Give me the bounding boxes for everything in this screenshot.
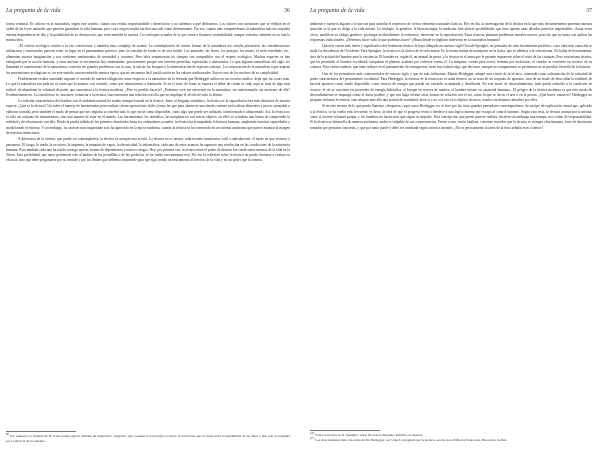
left-running-title: La pregunta de la vida [6, 8, 61, 14]
right-paragraph: Quizá la visión más fuerte y significativa del fenómeno técnico la haya dibujado en nuestro siglo Oswald Spengler, un pensador de tono fuertemente profético, cuya obra más conocida se titula La decadencia de Occidente. Para Spengler, la técnica es la táctica de la vida entera. Es la forma íntima de manejarse en la lucha, que es idéntica a la vida misma. No habla de herramientas, sino de la actitud del hombre ante la existencia. El hombre es, según él, un animal de presa, y la técnica es el arma que le permite imponerse sobre el resto de las criaturas. Pero esta misma técnica, que ha permitido al hombre occidental conquistar el planeta, acabará por volverse contra él. La máquina, creada para servir, termina por esclavizar; el creador se convierte en esclavo de su criatura. Esta visión sombría, que tanto influyó en el pensamiento de entreguerras, tiene hoy todavía algo que decirnos, aunque no compartamos su pesimismo ni su peculiar filosofía de la historia. [310, 44, 592, 70]
left-paragraph: forma criminal. Es valioso en la naturaleza, según este criterio, cuanto nos resulta imprescindible o beneficioso y no sabemos a qué dedicarnos. Los valores son cuestiones que se reflejan en el orden de las leyes naturales que parecen garantizar la vida humana, pero cuyo origen resulta tan desconocido como determinante. Por eso, cuanto más comprendemos la naturaleza más nos inquieta nuestra dependencia de ella y la posibilidad de su destrucción, que sería también la nuestra. Los enfoques actuales de lo que viene a llamarse sostenibilidad, aunque variados, admiten en su raíz la misma idea. [6, 22, 290, 42]
left-footnote-text: Por supuesto, la fórmula de H. Jonas puede sugerir también un imperativo categórico que condena la tecnología; es decir, el tecnócrata que no duda sobre la legitimidad de sus fines y que solo se pregunta por la eficacia de los medios. [6, 434, 290, 443]
left-footnote-rule [6, 431, 76, 432]
footnote-marker: (8) [6, 432, 10, 436]
left-body-text [6, 22, 290, 164]
footnote-marker: (17) [310, 436, 315, 440]
right-footnote-text: Sobre la técnica de O. Spengler, véase M. García Morente, Madrid, ed. Austral. [315, 433, 423, 437]
left-footnote [6, 434, 290, 444]
right-paragraph: Uno de los pensadores más controvertidos de nuestro siglo y que da más influyente, Martin Heidegger, adoptó otra visión de la técnica, orientada como culminación de la voluntad de poder característica del pensamiento occidental. Para Heidegger, la esencia de la técnica no es nada técnico: no se trata de un conjunto de aparatos, sino de un modo de desocultar la realidad, de hacerla aparecer como fondo disponible, como reserva de energía que puede ser extraída, acumulada y distribuida. En este modo de desocultamiento, todo queda reducido a la condición de recurso: el río se convierte en proveedor de energía hidráulica, el bosque en reserva de madera, el hombre mismo en «material humano». El peligro de la técnica moderna es que este modo de desocultamiento se imponga como el único posible, y que nos haga olvidar otras formas de relación con el ser, como la que se da en el arte o en la poesía. ¿Qué hacer, entonces? Heidegger no propone rechazar la técnica, sino adoptar ante ella una actitud de serenidad: decir sí y no a la vez a los objetos técnicos, usarlos sin dejarnos absorber por ellos. [310, 71, 592, 103]
right-body-text [310, 22, 592, 131]
left-page-number: 36 [284, 8, 290, 14]
left-paragraph: A diferencia de la ciencia, que puede ser contemplativa, la técnica es siempre una acción. La técnica no es neutra: cada invento transforma, sutil o radicalmente, el modo en que vivimos y pensamos. El fuego, la rueda, la escritura, la imprenta, la máquina de vapor, la electricidad, la informática: cada uno de estos avances ha supuesto una revolución en las condiciones de la existencia humana. Pero también cada uno ha traído consigo nuevas formas de dependencia y nuevos riesgos. Hoy, por primera vez, la técnica tiene el poder de destruir las condiciones mismas de la vida en la Tierra. Esta posibilidad, que antes pertenecía solo al ámbito de las pesadillas o de las profecías, se ha vuelto una amenaza real. Por eso la reflexión sobre la técnica no puede limitarse a evaluar su eficacia, sino que debe preguntarse por su sentido y por los límites que debemos imponerle para que siga siendo un instrumento al servicio de la vida y no un poder que la someta. [6, 137, 290, 163]
right-page-number: 37 [586, 8, 592, 14]
right-paragraph: ambiente y nuestros alguien a lo que sea para asimilar el repertorio de ciertos elementos naturales básicos. Hoy en día, la investigación de la técnica en la que más frecuentemente ponemos nuestra atención es la que se dirige a la vida misma. La biología, la genética, la biotecnología, la medicina, han abierto posibilidades que hace apenas unas décadas parecían impensables: clonar seres vivos, modificar su código genético, prolongar artificialmente la existencia, intervenir en la reproducción. Estas técnicas plantean problemas morales nuevos, para los que no basta con aplicar las respuestas tradicionales. ¿Debemos hacer todo lo que podemos hacer? ¿Hasta dónde es legítimo intervenir en la naturaleza humana? [310, 22, 592, 42]
left-paragraph: La relación característica del hombre con el ambiente natural ha estado siempre basada en la técnica. Junto al lenguaje simbólico, la técnica es la capacidad activa más distintiva de nuestra especie. ¿Qué es la técnica? Un saber el manejo de herramientas para realizar ciertas operaciones útiles (como las que para abastecer una tienda consiste en localizar alimentos a precio razonable o elaborar comida), pero también el modo de pensar que nos impulsa a concebir todo lo que existe como disponible, como algo que puede ser utilizado, transformado o almacenado. Así, la técnica no es sólo un conjunto de instrumentos, sino una manera de estar en el mundo. Las herramientas, los utensilios, las máquinas no son meros objetos: en ellos se cristaliza una forma de comprender la realidad y de relacionarse con ella. Desde la piedra tallada de los primeros homínidos hasta los ordenadores actuales, la técnica ha acompañado la historia humana, ampliando nuestras capacidades y modificando el entorno. Y sin embargo, su carácter más inquietante solo ha aparecido en la época moderna, cuando la técnica se ha convertido en un sistema autónomo que parece avanzar al margen de nuestras intenciones. [6, 99, 290, 135]
right-footnotes [310, 433, 592, 443]
footnote-marker: (16) [310, 431, 315, 435]
left-paragraph: Posiblemente resulta razonable suponer el sentido de nuestra obligación como respecto a la naturaleza en la fórmula que Heidegger utiliza en sus escritos tardíos: dejar que las cosas sean. Lo que la naturaleza nos pide no es tanto que la usemos con cuidado, como que renunciemos a dominarla. Si en el texto de Jonas se expresa el deber de cuidar la vida, aquí se trata de algo más radical: de abandonar la voluntad de poder que caracteriza a la técnica moderna. ¿Pero es posible hacerlo? ¿Podemos vivir sin intervenir en la naturaleza, sin transformarla, sin servirnos de ella? Evidentemente no. La cuestión no es, entonces, renunciar a la técnica, sino encontrar una relación con ella que no implique el olvido de todo lo demás. [6, 76, 290, 97]
right-footnote-rule [310, 430, 380, 431]
right-footnote-text: Las citas textuales más conocidas de M. Heidegger, así como La pregunta por la técnica, son las de la Editorial Santa Ana, Barcelona, Serbal. [315, 437, 507, 442]
right-footnote [310, 438, 592, 443]
left-paragraph: –El criterio ecológico resulta a la vez convincente y también muy complejo de asumir. La contemplación de ciertas formas de la naturaleza nos resulta placentera; las consideraciones utilitaristas y funcionales parecen tener su lugar en el pensamiento práctico, pero la cuestión de fondo es de otra índole. Los animales, las flores, los paisajes, los mares, el cielo estrellado, etc., alimentan nuestra imaginación y nos sostienen sentimientos de serenidad y contento. Pero tales sentimientos no siempre son compatibles con el respeto ecológico. Muchas especies se han extinguido por la acción humana, y otras muchas se encuentran hoy amenazadas, precisamente porque nos interesa poseerlas, explotarlas o disfrutarlas. Lo que algunos naturalistas del siglo xix llamaban el «sentimiento de la naturaleza» convivía sin grandes problemas con la caza, la tala de los bosques o la domesticación de especies salvajes. La conservación de la naturaleza a que aspiran los movimientos ecologistas es, en este sentido, una novedad de nuestra época, que no encuentra fácil justificación en los valores tradicionales. Este es uno de los motivos de su complejidad. [6, 44, 290, 75]
left-footnotes [6, 434, 290, 444]
right-running-title: La pregunta de la vida [310, 8, 365, 14]
right-paragraph: Si en este terreno de lo que pueda llamarse «despertar», aquí como Heidegger, no es sino por los otros grandes pensadores contemporáneos, de un tipo de explicación causal que, aplicado a la técnica, se ha vuelto más frecuente, es decir, la idea de que el progreso técnico obedece a una lógica interna que escapa al control humano. Según esta tesis, la técnica avanza por sí misma, como si tuviera voluntad propia, y los hombres no hacen más que seguir su impulso. Esta concepción, que puede parecer realista, encierra sin embargo una trampa: nos exime de responsabilidad. Si la técnica se desarrolla de manera autónoma, nadie es culpable de sus consecuencias. Frente a esta visión fatalista, conviene recordar que la técnica es siempre obra humana, fruto de decisiones tomadas por personas concretas, y que por tanto puede y debe ser orientada según criterios morales. ¿No es precisamente la tarea de la ética señalar esos criterios? [310, 104, 592, 130]
right-page [300, 0, 600, 458]
